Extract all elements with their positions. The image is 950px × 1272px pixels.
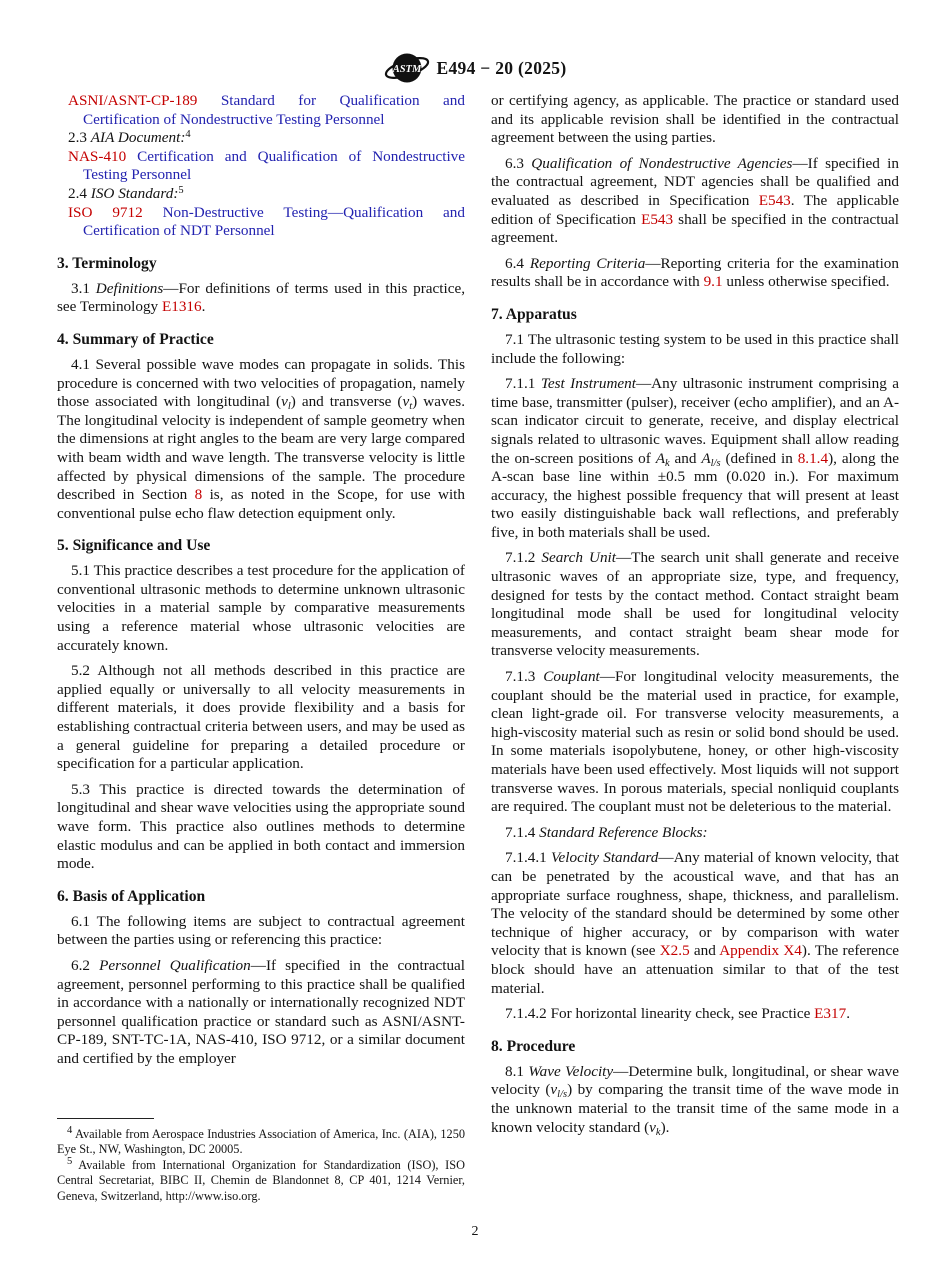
text-segment: A [701, 449, 711, 467]
text-segment: is, as noted in the Scope, for use with conventional pulse echo flaw detection equipment only. [57, 486, 466, 522]
text-segment: 5 [67, 1155, 73, 1167]
text-segment: Reporting Criteria [529, 254, 646, 272]
text-segment: 7. Apparatus [491, 305, 577, 323]
text-segment: 6.1 The following items are subject to contractual agreement between the parties using or referencing this practice: [57, 912, 465, 949]
text-segment: 8.1 [505, 1062, 529, 1080]
text-segment: l/s [710, 457, 721, 469]
text-segment: 3.1 [71, 279, 96, 297]
paragraph-continuation [491, 92, 899, 148]
footnotes-section [57, 1118, 465, 1204]
text-segment: 3. Terminology [57, 254, 157, 272]
text-segment: Available from Aerospace Industries Association of America, Inc. (AIA), 1250 Eye St., NW, Washington, DC 20005. [57, 1126, 465, 1157]
cross-reference-link[interactable]: E543 [641, 210, 674, 228]
text-segment: 4 [67, 1124, 73, 1136]
text-segment: 8. Procedure [491, 1037, 576, 1055]
section-heading [491, 292, 899, 324]
paragraph [57, 950, 465, 1069]
paragraph [491, 324, 899, 368]
text-segment: 5. Significance and Use [57, 537, 211, 555]
page-body [57, 92, 900, 1204]
cross-reference-link[interactable]: X2.5 [659, 942, 690, 960]
text-segment: v [550, 1081, 558, 1099]
section-heading [491, 1024, 899, 1056]
column-right [491, 92, 899, 1204]
text-segment: 5.3 This practice is directed towards the determination of longitudinal and shear wave velocities using the appropriate sound wave form. This practice also outlines methods to determine elastic modulus and can be applied in both contact and immersion mode. [57, 780, 465, 873]
text-segment: —If specified in the contractual agreement, personnel performing to this practice shall be qualified in accordance with a nationally or internationally recognized NDT personnel qualification practice or standard such as ASNI/ASNT-CP-189, SNT-TC-1A, NAS-410, ISO 9712, or a similar document and certified by the employer [57, 956, 466, 1067]
paragraph [57, 655, 465, 774]
text-segment: 7.1.2 [505, 549, 542, 567]
section-heading [57, 523, 465, 555]
paragraph [57, 906, 465, 950]
text-segment: 5.2 Although not all methods described in this practice are applied equally or universally to all velocity measurements in different materials, it does provide flexibility and a basis for establishing contractual criteria between users, and may be used as a general guideline for preparing a detailed procedure or specification for a particular application. [57, 662, 465, 773]
text-segment: or certifying agency, as applicable. The practice or standard used and its applicable revision shall be identified in the contractual agreement between the using parties. [491, 92, 899, 147]
paragraph [491, 248, 899, 292]
cross-reference-link[interactable]: E1316 [161, 298, 202, 316]
reference-subsection [68, 129, 465, 148]
text-segment: —Reporting criteria for the examination results shall be in accordance with [491, 254, 899, 291]
text-segment: Personnel Qualification [99, 956, 251, 974]
section-heading [57, 874, 465, 906]
cross-reference-link[interactable]: 9.1 [703, 273, 723, 291]
text-segment: 2.4 [68, 184, 91, 202]
text-segment: t [409, 401, 413, 413]
text-segment: (defined in [720, 449, 798, 467]
text-segment: l [287, 401, 291, 413]
reference-entry [68, 148, 465, 185]
footnote [57, 1124, 465, 1158]
paragraph [491, 998, 899, 1024]
cross-reference-link[interactable]: 8.1.4 [797, 449, 829, 467]
text-segment: Definitions [95, 279, 164, 297]
text-segment: 5 [178, 184, 184, 196]
text-segment: k [664, 457, 670, 469]
text-segment: l/s [557, 1089, 568, 1101]
text-segment: ) by comparing the transit time of the wave mode in the unknown material to the transit time of the same mode in a known velocity standard ( [491, 1081, 899, 1136]
text-segment: 4 [185, 129, 191, 141]
text-segment: v [402, 393, 410, 411]
cross-reference-link[interactable]: ISO 9712 [68, 203, 143, 221]
paragraph [491, 148, 899, 248]
text-segment: —Determine bulk, longitudinal, or shear wave velocity ( [491, 1062, 899, 1099]
text-segment: —For longitudinal velocity measurements, the couplant should be the material used in practice, for example, clean light-grade oil. For transverse velocity measurements, a high-viscosity material such as resin or solid bond should be used. In some materials isopolybutene, honey, or other high-viscosity materials have been used effectively. Most liquids will not support transverse waves. In porous materials, special nonliquid couplants are required. The couplant must not be deleterious to the material. [491, 668, 900, 816]
text-segment: and [689, 942, 720, 960]
text-segment: 5.1 This practice describes a test procedure for the application of conventional ultrasonic methods to determine unknown ultrasonic velocities in a material sample by comparative measurements using a reference material whose ultrasonic velocities are accurately known. [57, 562, 465, 654]
text-segment: . The applicable edition of Specification [491, 191, 899, 228]
text-segment: . [846, 1005, 850, 1023]
paragraph [57, 555, 465, 655]
text-segment: v [649, 1118, 656, 1136]
paragraph [57, 273, 465, 317]
cross-reference-link[interactable]: 8 [194, 486, 203, 504]
text-segment: Available from International Organization for Standardization (ISO), ISO Central Secretariat, BIBC II, Chemin de Blandonnet 8, CP 401, 1214 Vernier, Geneva, Switzerland, http://www.iso.org. [57, 1157, 465, 1203]
text-segment: Wave Velocity [528, 1062, 614, 1080]
text-segment: ISO Standard: [90, 184, 179, 202]
text-segment: 7.1.4 [505, 823, 540, 841]
section-heading [57, 241, 465, 273]
text-segment: ), along the A-scan base line within ±0.5 mm (0.020 in.). For maximum accuracy, the highest possible frequency that will present at least two easily distinguishable back wall reflections, and preferably five, in both materials shall be used. [491, 449, 900, 541]
text-segment: Velocity Standard [550, 849, 659, 867]
text-segment: 7.1.4.2 For horizontal linearity check, see Practice [505, 1005, 815, 1023]
text-segment: 2.3 [68, 129, 91, 147]
astm-logo [384, 48, 430, 88]
reference-subsection [68, 185, 465, 204]
footnote-rule [57, 1118, 154, 1119]
text-segment: Certification and Qualification of Nondestructive Testing Personnel [83, 147, 465, 184]
cross-reference-link[interactable]: NAS-410 [68, 147, 127, 165]
paragraph [57, 349, 465, 523]
text-segment: 6.3 [505, 154, 532, 172]
text-segment: ) and transverse ( [290, 393, 403, 411]
text-segment: Test Instrument [540, 375, 636, 393]
text-segment: 6.4 [505, 254, 530, 272]
text-segment: —If specified in the contractual agreement, NDT agencies shall be qualified and evaluated as described in Specification [491, 154, 899, 209]
page-number: 2 [471, 1224, 479, 1239]
text-segment: and [669, 449, 702, 467]
svg-text:ASTM: ASTM [392, 64, 421, 75]
reference-entry [68, 204, 465, 241]
cross-reference-link[interactable]: Appendix X4 [719, 942, 802, 960]
paragraph [491, 842, 899, 998]
standard-designation: E494 − 20 (2025) [436, 57, 567, 78]
column-left [57, 92, 465, 1204]
text-segment: —For definitions of terms used in this practice, see Terminology [57, 279, 466, 316]
footnote-list [57, 1124, 465, 1204]
text-segment: 6.2 [71, 956, 100, 974]
column-left-content [57, 92, 465, 1069]
text-segment: 7.1.4.1 [505, 849, 551, 867]
text-segment: k [655, 1126, 661, 1138]
text-segment: Standard for Qualification and Certification of Nondestructive Testing Personnel [83, 92, 465, 128]
paragraph [491, 661, 899, 817]
text-segment: Search Unit [541, 549, 616, 567]
cross-reference-link[interactable]: ASNI/ASNT-CP-189 [68, 92, 198, 109]
paragraph [491, 1056, 899, 1137]
text-segment: v [281, 393, 288, 411]
reference-entry [68, 92, 465, 129]
text-segment: A [655, 449, 665, 467]
text-segment: ). The reference block should have an attenuation similar to that of the test material. [491, 942, 899, 997]
footnote [57, 1155, 465, 1204]
text-segment: 7.1.3 [505, 668, 544, 686]
text-segment: AIA Document: [90, 129, 186, 147]
paragraph [491, 817, 899, 843]
cross-reference-link[interactable]: E543 [758, 191, 791, 209]
text-segment: ). [660, 1118, 670, 1136]
page-header [0, 48, 950, 88]
text-segment: unless otherwise specified. [722, 273, 890, 291]
text-segment: ) waves. The longitudinal velocity is independent of sample geometry when the dimensions at right angles to the beam are very large compared with beam width and wave length. The transverse velocity is little affected by physical dimensions of the sample. The procedure described in Section [57, 393, 466, 504]
cross-reference-link[interactable]: E317 [814, 1005, 847, 1023]
text-segment: —Any material of known velocity, that can be penetrated by the acoustical wave, and that has an appropriate surface roughness, shape, thickness, and parallelism. The velocity of the standard should be determined by some other technique of higher accuracy, or by comparison with water velocity that is known (see [491, 849, 899, 960]
text-segment: —The search unit shall generate and receive ultrasonic waves of an appropriate size, type, and frequency, designed for tests by the contact method. Contact straight beam longitudinal mode shall be used for longitudinal velocity measurements, and contact straight beam shear mode for transverse velocity measurements. [491, 549, 900, 660]
text-segment: Standard Reference Blocks: [539, 823, 708, 841]
paragraph [491, 368, 899, 542]
section-heading [57, 317, 465, 349]
text-segment: 4.1 Several possible wave modes can propagate in solids. This procedure is concerned with two velocities of propagation, namely those associated with longitudinal ( [57, 355, 465, 411]
text-segment: 4. Summary of Practice [57, 330, 214, 348]
text-segment: Couplant [543, 668, 600, 686]
text-segment: Non-Destructive Testing—Qualification and Certification of NDT Personnel [83, 203, 465, 240]
text-segment: Qualification of Nondestructive Agencies [531, 154, 793, 172]
text-segment: —Any ultrasonic instrument comprising a time base, transmitter (pulser), receiver (echo amplifier), and an A-scan indicator circuit to generate, receive, and display electrical signals related to ultrasonic waves. Equipment shall allow reading the on-screen positions of [491, 375, 899, 467]
text-segment: 7.1.1 [505, 375, 541, 393]
paragraph [491, 542, 899, 661]
text-segment: shall be specified in the contractual agreement. [491, 210, 899, 247]
text-segment: . [201, 298, 206, 316]
text-segment: 6. Basis of Application [57, 887, 206, 905]
paragraph [57, 774, 465, 874]
text-segment: 7.1 The ultrasonic testing system to be used in this practice shall include the following: [491, 330, 899, 367]
